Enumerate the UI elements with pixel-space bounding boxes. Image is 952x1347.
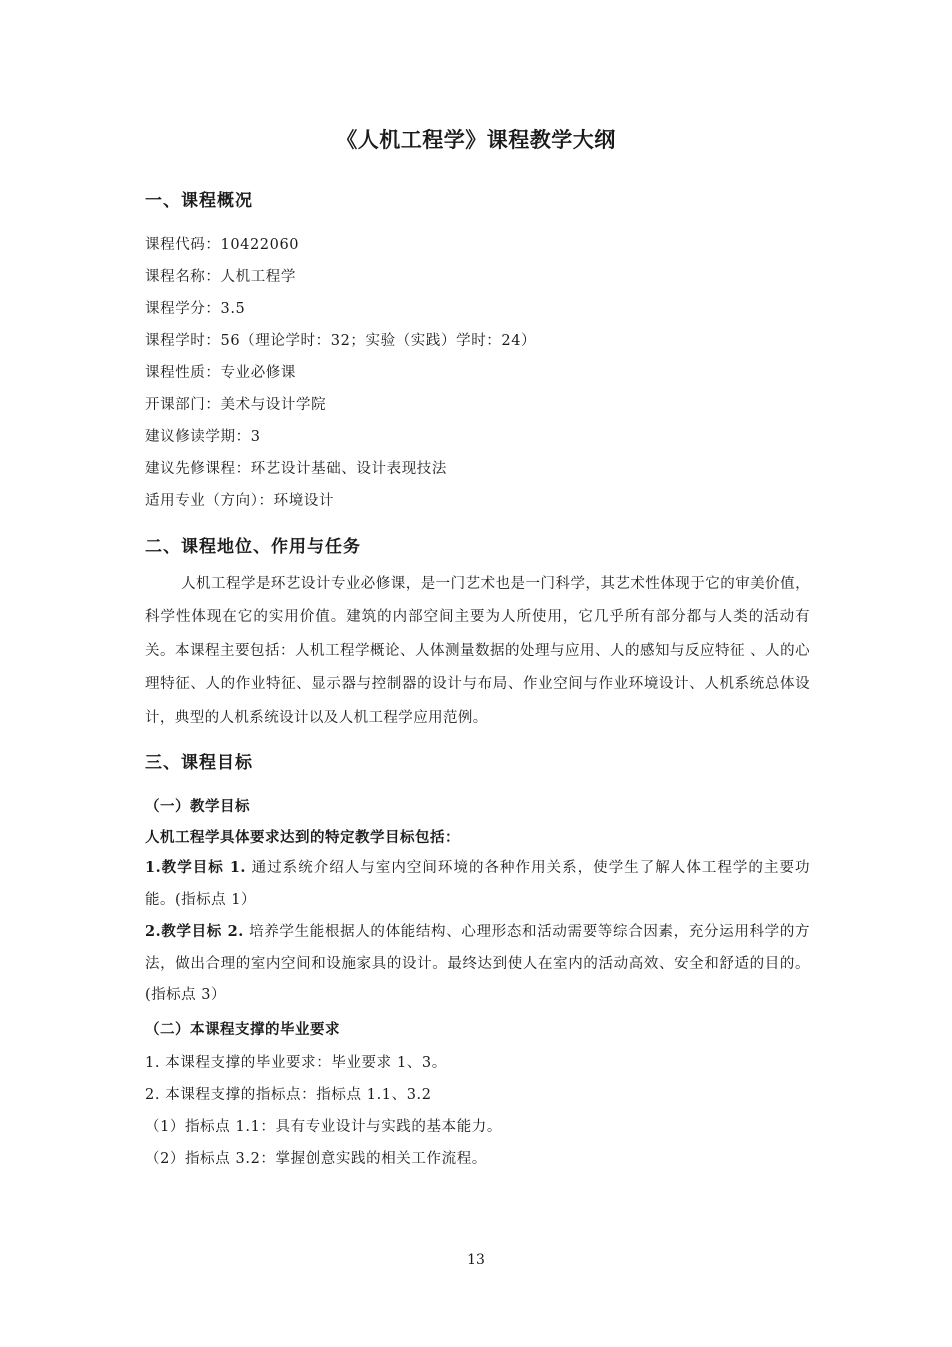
course-department: 开课部门：美术与设计学院	[145, 397, 327, 413]
indicator-points-item: 2. 本课程支撑的指标点：指标点 1.1、3.2	[145, 1087, 432, 1103]
teaching-goal-2-text: 培养学生能根据人的体能结构、心理形态和活动需要等综合因素，充分运用科学的方法，做出合理的室内空间和设施家具的设计。最终达到使人在室内的活动高效、安全和舒适的目的。(指标点 3）	[145, 924, 810, 1003]
course-major: 适用专业（方向）：环境设计	[145, 493, 335, 509]
document-title: 《人机工程学》课程教学大纲	[336, 127, 616, 152]
page-number: 13	[467, 1252, 485, 1268]
course-code: 课程代码：10422060	[145, 237, 300, 253]
indicator-point-3-2: （2）指标点 3.2：掌握创意实践的相关工作流程。	[145, 1151, 487, 1167]
position-paragraph	[145, 568, 810, 735]
subsection-heading-graduation-requirements: （二）本课程支撑的毕业要求	[145, 1021, 340, 1038]
teaching-goals-intro: 人机工程学具体要求达到的特定教学目标包括：	[145, 829, 460, 846]
teaching-goal-1-label: 1.教学目标 1.	[145, 859, 246, 876]
teaching-goal-2	[145, 916, 810, 1012]
section-heading-position: 二、课程地位、作用与任务	[145, 537, 361, 557]
teaching-goal-1	[145, 852, 810, 916]
course-credits: 课程学分：3.5	[145, 301, 246, 317]
course-semester: 建议修读学期：3	[145, 429, 261, 445]
position-paragraph-text: 人机工程学是环艺设计专业必修课，是一门艺术也是一门科学，其艺术性体现于它的审美价值，科学性体现在它的实用价值。建筑的内部空间主要为人所使用，它几乎所有部分都与人类的活动有关。本课程主要包括：人机工程学概论、人体测量数据的处理与应用、人的感知与反应特征 、人的心理特征、人的作业特征、显示器与控制器的设计与布局、作业空间与作业环境设计、人机系统总体设计，典型的人机系统设计以及人机工程学应用范例。	[145, 576, 810, 726]
section-heading-objectives: 三、课程目标	[145, 753, 253, 773]
graduation-requirement-item: 1. 本课程支撑的毕业要求：毕业要求 1、3。	[145, 1055, 447, 1071]
teaching-goal-1-text: 通过系统介绍人与室内空间环境的各种作用关系，使学生了解人体工程学的主要功能。(指标点 1）	[145, 860, 811, 908]
section-heading-overview: 一、课程概况	[145, 191, 253, 211]
course-nature: 课程性质：专业必修课	[145, 365, 296, 381]
course-hours: 课程学时：56（理论学时：32；实验（实践）学时：24）	[145, 333, 537, 349]
course-name: 课程名称：人机工程学	[145, 269, 296, 285]
course-prerequisites: 建议先修课程：环艺设计基础、设计表现技法	[145, 461, 447, 477]
teaching-goal-2-label: 2.教学目标 2.	[145, 923, 244, 940]
subsection-heading-teaching-goals: （一）教学目标	[145, 798, 250, 815]
indicator-point-1-1: （1）指标点 1.1：具有专业设计与实践的基本能力。	[145, 1119, 502, 1135]
